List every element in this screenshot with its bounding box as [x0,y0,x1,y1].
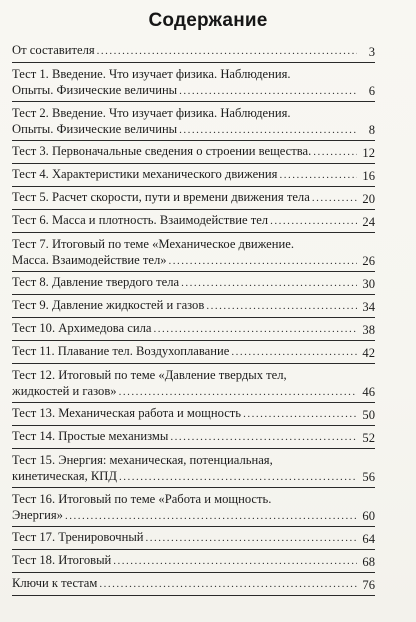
toc-entry [12,550,375,573]
toc-entry [12,341,375,364]
toc-entry-text [12,344,357,361]
toc-entry-page-number: 68 [362,554,375,569]
toc-entry-page-number: 12 [362,145,375,160]
toc-entry-page-number: 38 [362,322,375,337]
toc-entry [12,233,375,272]
toc-entry-text [12,553,357,570]
toc-entry-title-line2-text: Опыты. Физические величины [12,82,178,97]
toc-entry-title-text: Тест 11. Плавание тел. Воздухоплавание [12,344,230,358]
toc-entry-text [12,576,357,593]
toc-entry-title-line1 [12,344,357,361]
toc-entry-title-line2 [12,384,357,401]
toc-entry-title-text: Тест 17. Тренировочный [12,530,144,544]
dot-leader [312,191,357,207]
toc-entry-page-number: 8 [368,122,375,137]
toc-entry [12,364,375,403]
toc-entry [12,488,375,527]
toc-entry [12,426,375,449]
toc-entry-title-text: Тест 6. Масса и плотность. Взаимодействие тел [12,213,269,227]
toc-entry-title-text: Тест 9. Давление жидкостей и газов [12,298,205,312]
toc-entry-page-number: 60 [362,508,375,523]
toc-entry-text [12,67,357,99]
toc-entry-title-line1: Тест 2. Введение. Что изучает физика. Наблюдения. [12,106,291,120]
toc-entry-title-line1 [12,530,357,547]
dot-leader [97,44,357,60]
toc-entry-title-line1 [12,190,357,207]
toc-entry-page-number: 16 [362,168,375,183]
toc-entry-title-line2 [12,253,357,270]
dot-leader [99,577,357,593]
toc-entry-page-number: 46 [362,384,375,399]
toc-entry-title-text: Тест 3. Первоначальные сведения о строении вещества. [12,144,312,158]
toc-entry [12,141,375,164]
toc-entry-title-text: От составителя [12,43,95,57]
toc-entry [12,272,375,295]
toc-entry-title-line2 [12,122,357,139]
toc-entry-title-text: Тест 8. Давление твердого тела [12,275,180,289]
toc-entry-title-line1: Тест 1. Введение. Что изучает физика. Наблюдения. [12,67,291,81]
dot-leader [179,84,357,100]
page-title: Содержание [148,10,268,31]
toc-entry-text [12,321,357,338]
dot-leader [119,470,357,486]
toc-entry-title-line1 [12,144,357,161]
dot-leader [169,254,357,270]
toc-entry-text [12,368,357,400]
toc-entry [12,164,375,187]
table-of-contents [12,40,375,596]
dot-leader [113,554,357,570]
toc-entry-title-line2 [12,83,357,100]
toc-entry [12,40,375,63]
toc-entry-title-line1 [12,275,357,292]
toc-entry-text [12,213,357,230]
toc-entry-title-line2 [12,469,357,486]
toc-entry-text [12,298,357,315]
toc-entry-title-text: Тест 4. Характеристики механического движения [12,167,278,181]
toc-entry [12,573,375,596]
toc-entry-title-line2 [12,508,357,525]
dot-leader [270,214,357,230]
toc-entry-page-number: 64 [362,531,375,546]
toc-entry-page-number: 76 [362,577,375,592]
toc-entry-title-line1 [12,576,357,593]
dot-leader [146,531,357,547]
toc-entry-title-text: Тест 13. Механическая работа и мощность [12,406,242,420]
toc-entry-page-number: 24 [362,214,375,229]
dot-leader [154,322,358,338]
toc-entry-text [12,429,357,446]
toc-entry-title-line2-text: Опыты. Физические величины [12,121,178,136]
toc-entry [12,102,375,141]
toc-entry [12,295,375,318]
toc-entry-title-line2-text: Масса. Взаимодействие тел» [12,252,167,267]
toc-entry-text [12,492,357,524]
toc-entry-title-line1: Тест 12. Итоговый по теме «Давление твердых тел, [12,368,287,382]
toc-entry-title-line1 [12,429,357,446]
dot-leader [65,509,357,525]
toc-entry-title-line2-text: кинетическая, КПД [12,468,117,483]
toc-entry [12,187,375,210]
toc-entry-title-line1 [12,43,357,60]
toc-entry-page-number: 26 [362,253,375,268]
toc-entry [12,210,375,233]
toc-entry-title-line1 [12,321,357,338]
toc-entry [12,403,375,426]
toc-entry-title-text: Ключи к тестам [12,576,98,590]
toc-entry-page-number: 20 [362,191,375,206]
toc-entry-text [12,530,357,547]
toc-entry-title-text: Тест 18. Итоговый [12,553,112,567]
toc-entry-text [12,237,357,269]
dot-leader [170,430,357,446]
toc-entry-title-line1 [12,553,357,570]
toc-entry-title-text: Тест 5. Расчет скорости, пути и времени движения тела [12,190,310,204]
toc-entry [12,449,375,488]
toc-entry-page-number: 52 [362,430,375,445]
toc-entry-title-line1 [12,167,357,184]
toc-entry-title-text: Тест 14. Простые механизмы [12,429,169,443]
toc-entry-page-number: 42 [362,345,375,360]
dot-leader [243,407,357,423]
toc-entry-text [12,43,357,60]
dot-leader [206,299,357,315]
toc-entry-title-line1: Тест 7. Итоговый по теме «Механическое движение. [12,237,294,251]
dot-leader [119,385,357,401]
dot-leader [181,276,357,292]
toc-entry-text [12,275,357,292]
toc-entry [12,63,375,102]
toc-entry [12,318,375,341]
toc-entry-title-line2-text: жидкостей и газов» [12,383,117,398]
toc-entry-text [12,106,357,138]
toc-entry-title-line1 [12,213,357,230]
toc-entry-title-line1: Тест 15. Энергия: механическая, потенциальная, [12,453,273,467]
toc-entry-page-number: 3 [368,44,375,59]
toc-entry [12,527,375,550]
toc-entry-page-number: 30 [362,276,375,291]
toc-entry-text [12,406,357,423]
toc-entry-page-number: 6 [368,83,375,98]
toc-entry-page-number: 56 [362,469,375,484]
toc-entry-title-line2-text: Энергия» [12,507,63,522]
toc-entry-title-line1 [12,406,357,423]
toc-entry-page-number: 50 [362,407,375,422]
dot-leader [231,345,357,361]
toc-entry-text [12,167,357,184]
toc-entry-page-number: 34 [362,299,375,314]
toc-entry-text [12,190,357,207]
toc-entry-title-line1 [12,298,357,315]
dot-leader [179,123,357,139]
dot-leader [279,168,357,184]
toc-entry-title-line1: Тест 16. Итоговый по теме «Работа и мощность. [12,492,272,506]
toc-entry-text [12,144,357,161]
toc-entry-title-text: Тест 10. Архимедова сила [12,321,152,335]
toc-entry-text [12,453,357,485]
dot-leader [313,145,357,161]
